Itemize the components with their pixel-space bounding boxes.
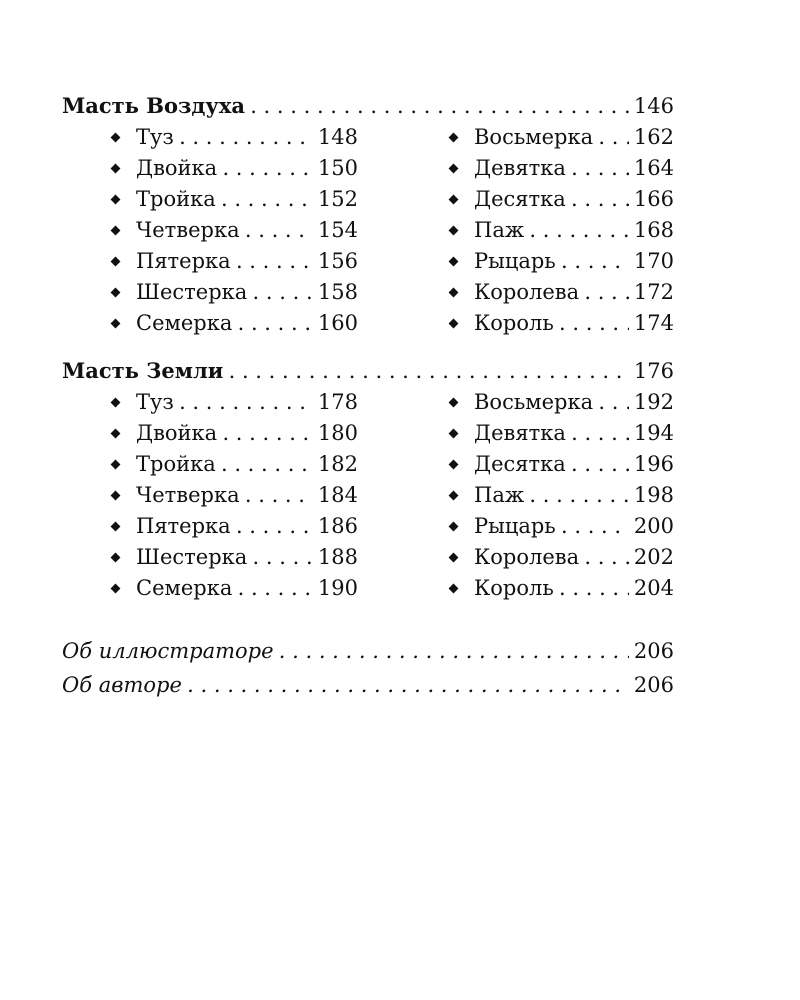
entries-left-column <box>108 387 358 604</box>
diamond-bullet-icon <box>449 460 459 470</box>
entry-page: 162 <box>633 125 674 149</box>
entry-label: Девятка <box>474 156 566 180</box>
toc-entry[interactable] <box>446 511 674 542</box>
diamond-bullet-icon <box>449 133 459 143</box>
entry-label: Паж <box>474 218 525 242</box>
entry-page: 194 <box>633 421 674 445</box>
entry-label: Четверка <box>136 218 240 242</box>
entry-label: Шестерка <box>136 280 248 304</box>
dot-leader <box>245 480 313 511</box>
spacer <box>62 620 674 634</box>
diamond-bullet-icon <box>111 257 121 267</box>
toc-entry[interactable] <box>446 122 674 153</box>
entries-right-column <box>446 122 674 339</box>
entry-page: 186 <box>317 514 358 538</box>
appendix-page: 206 <box>633 639 674 663</box>
dot-leader <box>238 308 313 339</box>
toc-entry[interactable] <box>108 215 358 246</box>
entry-label: Десятка <box>474 452 566 476</box>
entry-label: Королева <box>474 545 580 569</box>
diamond-bullet-icon <box>449 429 459 439</box>
section-entries <box>62 122 674 339</box>
dot-leader <box>250 90 628 122</box>
toc-entry[interactable] <box>108 246 358 277</box>
appendix-entry-illustrator[interactable] <box>62 634 674 668</box>
diamond-bullet-icon <box>111 319 121 329</box>
toc-entry[interactable] <box>108 122 358 153</box>
dot-leader <box>584 277 628 308</box>
toc-entry[interactable] <box>108 511 358 542</box>
toc-entry[interactable] <box>446 480 674 511</box>
toc-entry[interactable] <box>446 418 674 449</box>
entry-page: 168 <box>633 218 674 242</box>
dot-leader <box>561 246 629 277</box>
diamond-bullet-icon <box>111 522 121 532</box>
diamond-bullet-icon <box>111 195 121 205</box>
entry-page: 170 <box>633 249 674 273</box>
entry-label: Семерка <box>136 576 233 600</box>
diamond-bullet-icon <box>111 226 121 236</box>
entry-page: 178 <box>317 390 358 414</box>
entry-page: 172 <box>633 280 674 304</box>
dot-leader <box>222 153 312 184</box>
dot-leader <box>238 573 313 604</box>
dot-leader <box>571 184 629 215</box>
diamond-bullet-icon <box>449 522 459 532</box>
dot-leader <box>561 511 629 542</box>
entry-page: 200 <box>633 514 674 538</box>
diamond-bullet-icon <box>449 491 459 501</box>
toc-entry[interactable] <box>108 184 358 215</box>
dot-leader <box>571 418 629 449</box>
entry-label: Восьмерка <box>474 125 594 149</box>
entry-page: 184 <box>317 483 358 507</box>
toc-entry[interactable] <box>446 542 674 573</box>
diamond-bullet-icon <box>111 553 121 563</box>
section-heading[interactable] <box>62 90 674 122</box>
entry-label: Тройка <box>136 187 216 211</box>
toc-entry[interactable] <box>108 277 358 308</box>
dot-leader <box>229 355 629 387</box>
dot-leader <box>179 122 313 153</box>
entry-page: 180 <box>317 421 358 445</box>
entries-left-column <box>108 122 358 339</box>
diamond-bullet-icon <box>449 553 459 563</box>
entry-label: Восьмерка <box>474 390 594 414</box>
appendix-entry-author[interactable] <box>62 668 674 702</box>
toc-entry[interactable] <box>108 418 358 449</box>
dot-leader <box>179 387 313 418</box>
dot-leader <box>529 480 628 511</box>
entry-page: 204 <box>633 576 674 600</box>
appendix-label: Об иллюстраторе <box>62 639 274 663</box>
diamond-bullet-icon <box>449 398 459 408</box>
toc-entry[interactable] <box>108 573 358 604</box>
entry-page: 156 <box>317 249 358 273</box>
toc-entry[interactable] <box>446 215 674 246</box>
entry-page: 190 <box>317 576 358 600</box>
toc-entry[interactable] <box>108 308 358 339</box>
entry-page: 196 <box>633 452 674 476</box>
entry-label: Туз <box>136 125 174 149</box>
entry-label: Королева <box>474 280 580 304</box>
toc-entry[interactable] <box>446 246 674 277</box>
dot-leader <box>598 387 628 418</box>
entry-page: 202 <box>633 545 674 569</box>
entry-page: 198 <box>633 483 674 507</box>
dot-leader <box>529 215 628 246</box>
entry-label: Туз <box>136 390 174 414</box>
entry-page: 192 <box>633 390 674 414</box>
diamond-bullet-icon <box>111 398 121 408</box>
diamond-bullet-icon <box>449 319 459 329</box>
toc-entry[interactable] <box>446 277 674 308</box>
diamond-bullet-icon <box>111 288 121 298</box>
entry-label: Шестерка <box>136 545 248 569</box>
section-heading[interactable] <box>62 355 674 387</box>
entry-label: Четверка <box>136 483 240 507</box>
diamond-bullet-icon <box>449 584 459 594</box>
diamond-bullet-icon <box>449 195 459 205</box>
toc-entry[interactable] <box>108 542 358 573</box>
dot-leader <box>221 449 313 480</box>
entry-page: 160 <box>317 311 358 335</box>
section-entries <box>62 387 674 604</box>
toc-entry[interactable] <box>446 387 674 418</box>
diamond-bullet-icon <box>449 226 459 236</box>
diamond-bullet-icon <box>449 257 459 267</box>
dot-leader <box>598 122 628 153</box>
diamond-bullet-icon <box>449 164 459 174</box>
dot-leader <box>222 418 312 449</box>
toc-entry[interactable] <box>108 153 358 184</box>
diamond-bullet-icon <box>111 133 121 143</box>
entry-label: Король <box>474 576 554 600</box>
dot-leader <box>571 153 629 184</box>
dot-leader <box>245 215 313 246</box>
dot-leader <box>236 511 313 542</box>
entry-label: Пятерка <box>136 249 231 273</box>
entry-label: Двойка <box>136 421 218 445</box>
appendix-page: 206 <box>633 673 674 697</box>
dot-leader <box>236 246 313 277</box>
toc-entry[interactable] <box>446 308 674 339</box>
toc-entry[interactable] <box>108 449 358 480</box>
dot-leader <box>559 308 629 339</box>
entry-page: 158 <box>317 280 358 304</box>
entry-label: Рыцарь <box>474 249 556 273</box>
entry-page: 152 <box>317 187 358 211</box>
entry-page: 174 <box>633 311 674 335</box>
dot-leader <box>559 573 629 604</box>
entry-page: 150 <box>317 156 358 180</box>
toc-entry[interactable] <box>446 184 674 215</box>
section-title: Масть Земли <box>62 358 224 383</box>
toc-entry[interactable] <box>446 449 674 480</box>
entry-page: 148 <box>317 125 358 149</box>
entry-label: Двойка <box>136 156 218 180</box>
diamond-bullet-icon <box>111 491 121 501</box>
dot-leader <box>253 542 313 573</box>
entry-page: 182 <box>317 452 358 476</box>
section-page: 176 <box>633 359 674 383</box>
entries-right-column <box>446 387 674 604</box>
diamond-bullet-icon <box>111 164 121 174</box>
diamond-bullet-icon <box>111 460 121 470</box>
appendix-label: Об авторе <box>62 673 182 697</box>
entry-page: 154 <box>317 218 358 242</box>
entry-label: Пятерка <box>136 514 231 538</box>
entry-label: Король <box>474 311 554 335</box>
diamond-bullet-icon <box>449 288 459 298</box>
toc-entry[interactable] <box>108 480 358 511</box>
section-title: Масть Воздуха <box>62 93 245 118</box>
entry-page: 164 <box>633 156 674 180</box>
diamond-bullet-icon <box>111 584 121 594</box>
dot-leader <box>253 277 313 308</box>
section-page: 146 <box>633 94 674 118</box>
diamond-bullet-icon <box>111 429 121 439</box>
entry-page: 166 <box>633 187 674 211</box>
entry-label: Тройка <box>136 452 216 476</box>
dot-leader <box>584 542 628 573</box>
entry-label: Рыцарь <box>474 514 556 538</box>
toc-entry[interactable] <box>108 387 358 418</box>
entry-label: Десятка <box>474 187 566 211</box>
entry-label: Семерка <box>136 311 233 335</box>
entry-label: Паж <box>474 483 525 507</box>
dot-leader <box>279 634 629 668</box>
entry-label: Девятка <box>474 421 566 445</box>
dot-leader <box>187 668 629 702</box>
dot-leader <box>221 184 313 215</box>
dot-leader <box>571 449 629 480</box>
toc-entry[interactable] <box>446 153 674 184</box>
toc-entry[interactable] <box>446 573 674 604</box>
entry-page: 188 <box>317 545 358 569</box>
table-of-contents <box>62 90 674 702</box>
